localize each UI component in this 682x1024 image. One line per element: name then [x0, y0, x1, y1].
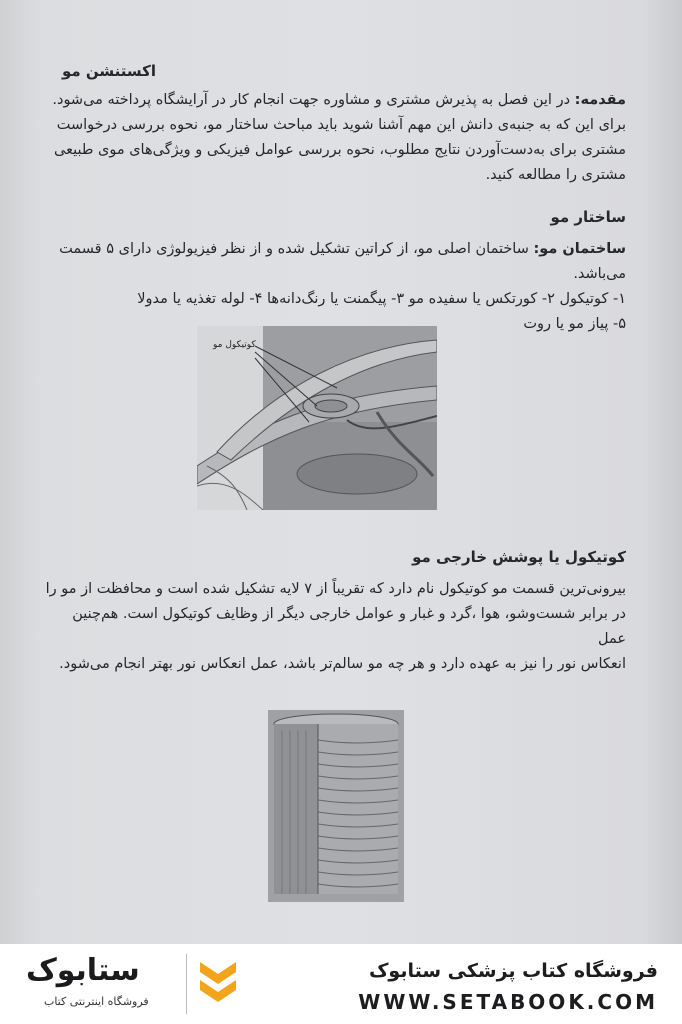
cuticle-cylinder-illustration [268, 710, 404, 902]
hair-structure-illustration [197, 326, 437, 510]
cuticle-line-1: بیرونی‌ترین قسمت مو کوتیکول نام دارد که تقریباً از ۷ لایه تشکیل شده است و محافظت از مو را [45, 581, 626, 597]
section-heading-hair-structure: ساختار مو [550, 208, 626, 226]
logo-tagline: فروشگاه اینترنتی کتاب [44, 995, 149, 1008]
structure-list-line-2: ۵- پیاز مو یا روت [523, 316, 626, 332]
logo-wordmark: ستابوک [26, 953, 140, 988]
cuticle-line-2: در برابر شست‌وشو، هوا ،گرد و غبار و عوامل خارجی دیگر از وظایف کوتیکول است. هم‌چنین عمل [72, 606, 626, 647]
structure-label: ساختمان مو: [533, 241, 626, 257]
chapter-title: اکستنشن مو [62, 62, 157, 80]
hair-structure-figure [197, 326, 437, 510]
cuticle-layers-figure [268, 710, 404, 902]
store-logo-icon [198, 958, 238, 1010]
intro-line-3: مشتری برای به‌دست‌آوردن نتایج مطلوب، نحوه بررسی عوامل فیزیکی و ویژگی‌های موی طبیعی [54, 142, 626, 158]
store-name: فروشگاه کتاب پزشکی ستابوک [368, 960, 658, 982]
intro-paragraph [40, 88, 626, 188]
intro-line-1: در این فصل به پذیرش مشتری و مشاوره جهت انجام کار در آرایشگاه پرداخته می‌شود. [52, 92, 575, 108]
cuticle-line-3: انعکاس نور را نیز به عهده دارد و هر چه مو سالم‌تر باشد، عمل انعکاس نور بهتر انجام می‌شود. [59, 656, 626, 672]
structure-list-line-1: ۱- کوتیکول ۲- کورتکس یا سفیده مو ۳- پیگمنت یا رنگ‌دانه‌ها ۴- لوله تغذیه یا مدولا [137, 291, 626, 307]
cuticle-paragraph [40, 577, 626, 677]
intro-line-4: مشتری را مطالعه کنید. [485, 167, 626, 183]
store-footer-banner [0, 944, 682, 1024]
intro-line-2: برای این که به جنبه‌ی دانش این مهم آشنا شوید باید مباحث ساختار مو، نحوه بررسی درخواست [56, 117, 626, 133]
section-heading-cuticle: کوتیکول یا پوشش خارجی مو [412, 548, 626, 566]
intro-label: مقدمه: [574, 92, 626, 108]
store-url[interactable]: WWW.SETABOOK.COM [358, 990, 658, 1014]
footer-divider [186, 954, 187, 1014]
structure-text: ساختمان اصلی مو، از کراتین تشکیل شده و از نظر فیزیولوژی دارای ۵ قسمت می‌باشد. [59, 241, 626, 282]
structure-paragraph [40, 237, 626, 337]
figure-label-cuticle: کوتیکول مو [213, 340, 256, 350]
